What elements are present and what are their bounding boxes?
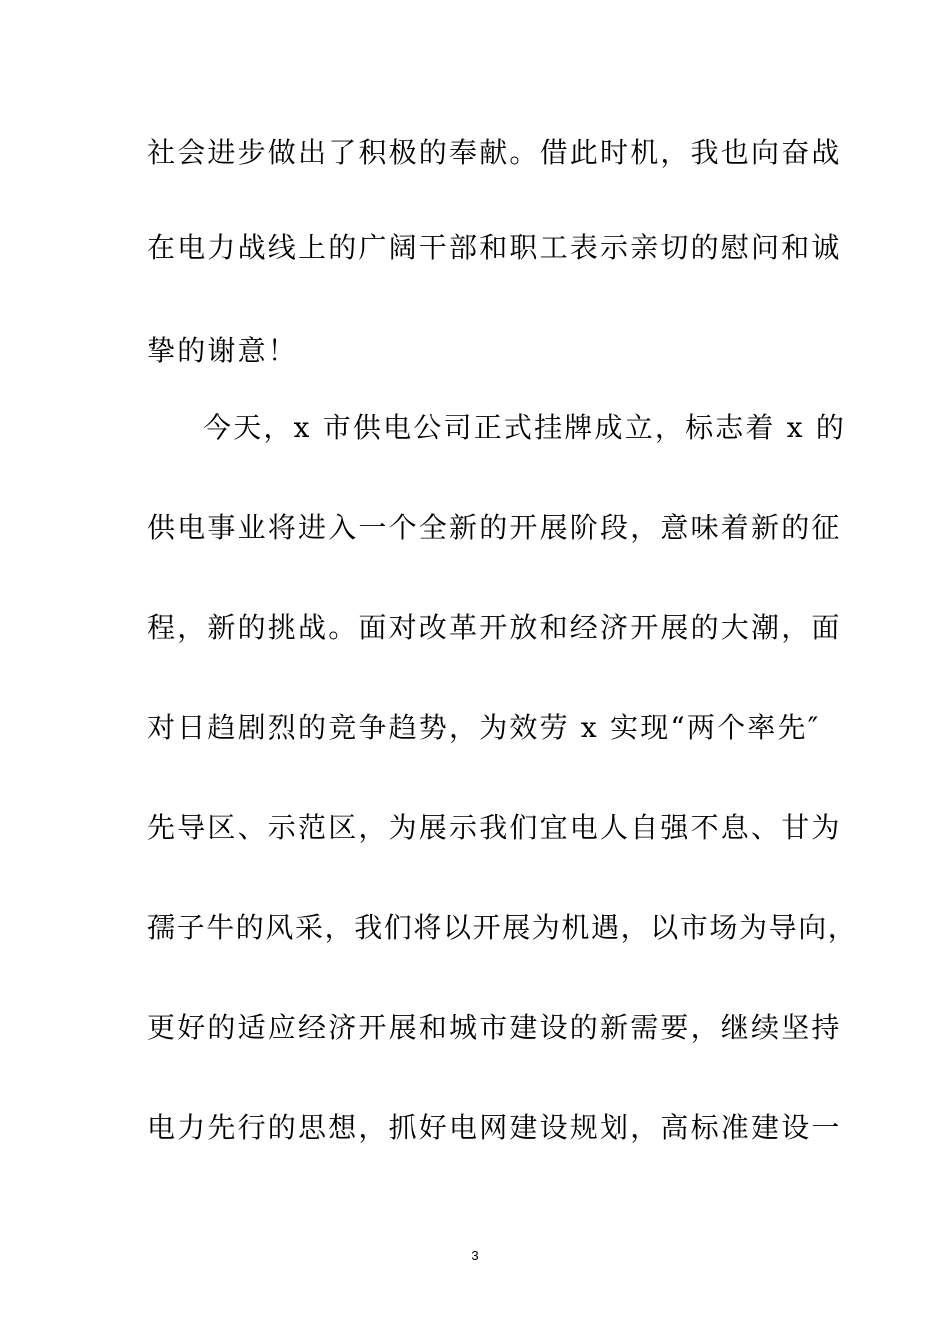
text-line-3: 挚的谢意！: [147, 334, 299, 367]
text-line-5: 供电事业将进入一个全新的开展阶段，意味着新的征: [147, 511, 842, 544]
text-line-2: 在电力战线上的广阔干部和职工表示亲切的慰问和诚: [147, 231, 842, 264]
text-line-8: 先导区、示范区，为展示我们宜电人自强不息、甘为: [147, 811, 842, 844]
text-line-11: 电力先行的思想，抓好电网建设规划，高标准建设一: [147, 1111, 842, 1144]
page-number: 3: [471, 1248, 479, 1263]
text-line-10: 更好的适应经济开展和城市建设的新需要，继续坚持: [147, 1011, 842, 1044]
text-line-6: 程，新的挑战。面对改革开放和经济开展的大潮，面: [147, 611, 842, 644]
text-line-9: 孺子牛的风采，我们将以开展为机遇，以市场为导向，: [147, 911, 858, 944]
text-line-1: 社会进步做出了积极的奉献。借此时机，我也向奋战: [147, 136, 842, 169]
text-line-4: 今天，x 市供电公司正式挂牌成立，标志着 x 的: [203, 411, 847, 444]
text-line-7: 对日趋剧烈的竞争趋势，为效劳 x 实现“两个率先″: [147, 711, 821, 744]
